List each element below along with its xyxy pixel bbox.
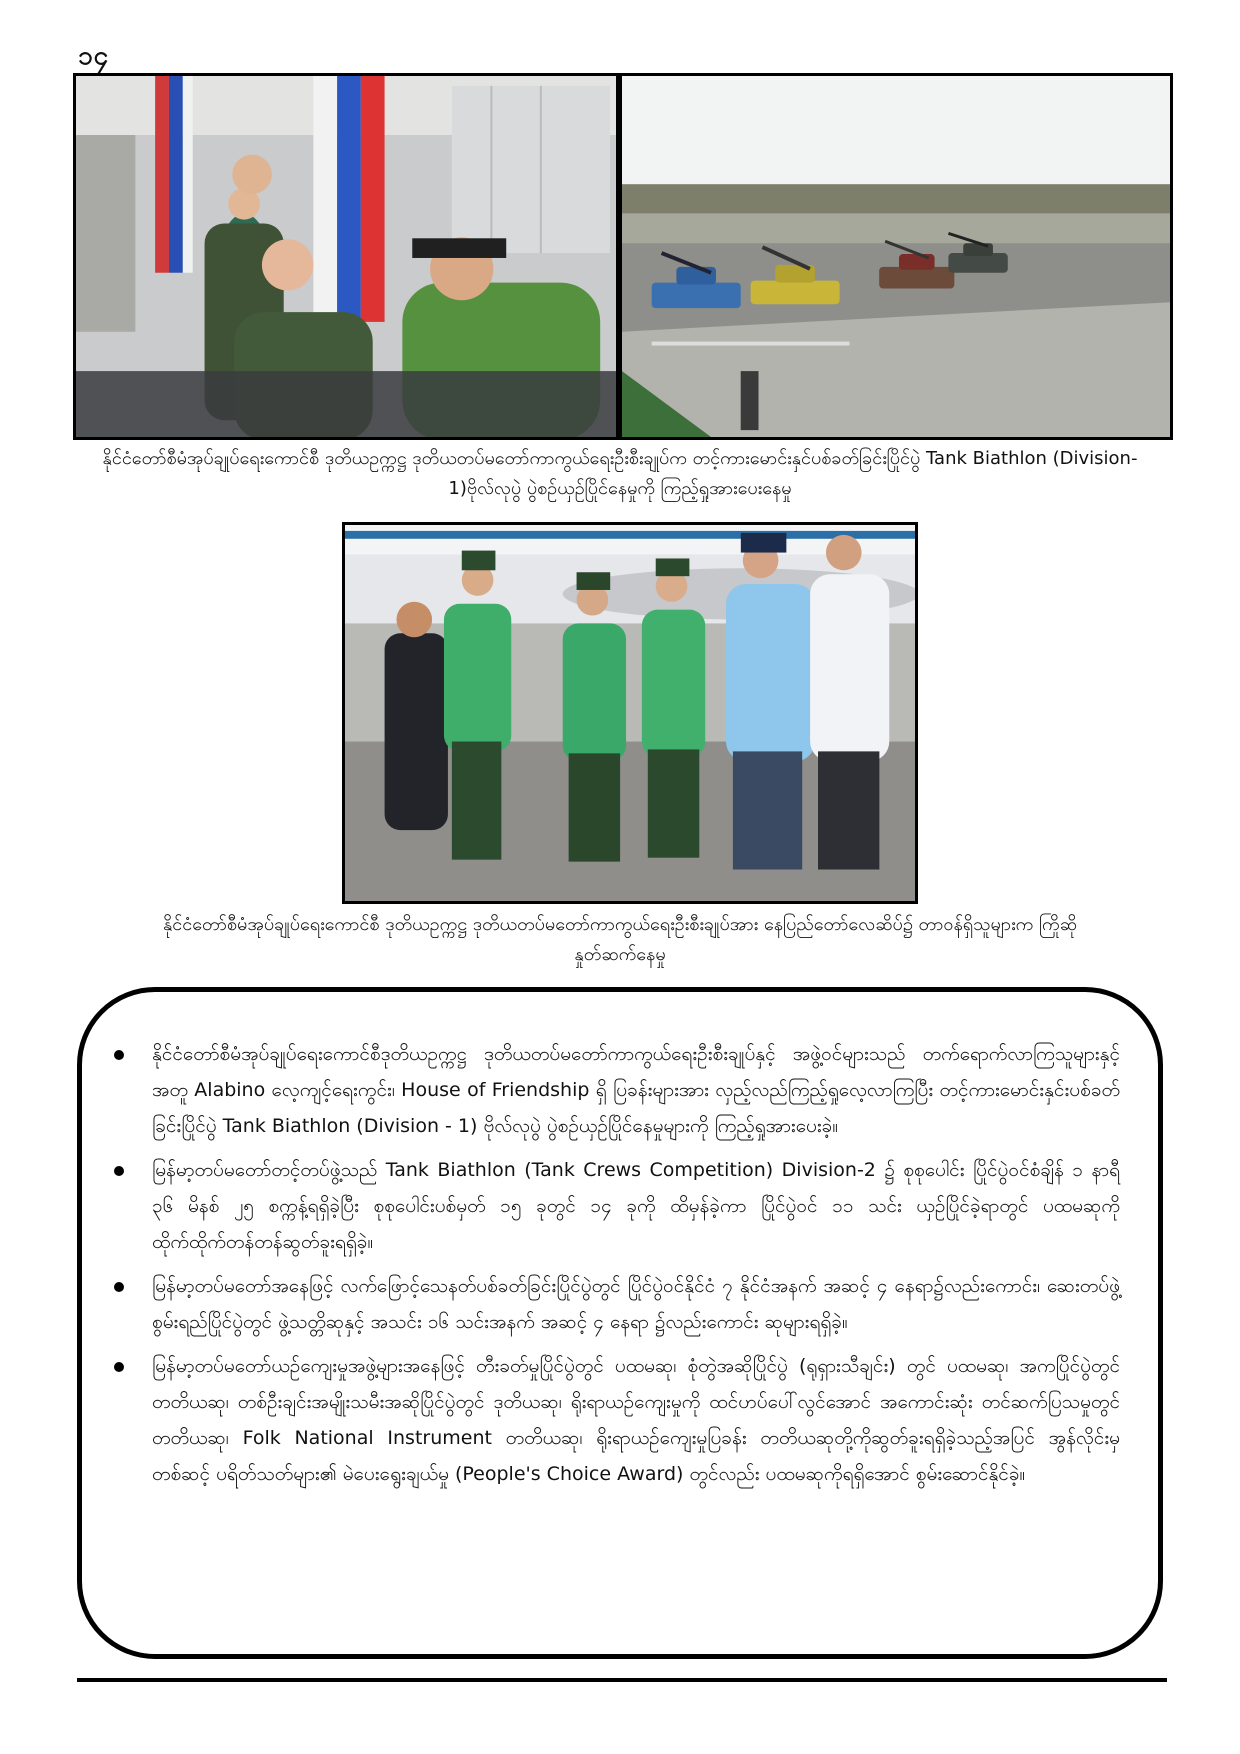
bullet-text: မြန်မာ့တပ်မတော်ယဉ်ကျေးမှုအဖွဲ့များအနေဖြင့် တီးခတ်မှုပြိုင်ပွဲတွင် ပထမဆု၊ စုံတွဲအဆိုပြိုင်ပွဲ (ရုရှားသီချင်း) တွင် ပထမဆု၊ အကပြိုင်ပွဲတွင် တတိယဆု၊ တစ်ဦးချင်းအမျိုးသမီးအဆိုပြိုင်ပွဲတွင် ဒုတိယဆု၊ ရိုးရာယဉ်ကျေးမှုကို ထင်ဟပ်ပေါ်လွင်အောင် အကောင်းဆုံး တင်ဆက်ပြသမှုတွင် တတိယဆု၊ Folk National Instrument တတိယဆု၊ ရိုးရာယဉ်ကျေးမှုပြခန်း တတိယဆုတို့ကိုဆွတ်ခူးရရှိခဲ့သည့်အပြင် အွန်လိုင်းမှတစ်ဆင့် ပရိတ်သတ်များ၏ မဲပေးရွေးချယ်မှု (People's Choice Award) တွင်လည်း ပထမဆုကိုရရှိအောင် စွမ်းဆောင်နိုင်ခဲ့။ [152, 1355, 1120, 1485]
meeting-photo [73, 73, 619, 440]
bullet-dot-icon [114, 1050, 124, 1060]
bullet-text: နိုင်ငံတော်စီမံအုပ်ချုပ်ရေးကောင်စီဒုတိယဥက္ကဋ္ဌ ဒုတိယတပ်မတော်ကာကွယ်ရေးဦးစီးချုပ်နှင့် အဖွဲ့ဝင်များသည် တက်ရောက်လာကြသူများနှင့်အတူ Alabino လေ့ကျင့်ရေးကွင်း၊ House of Friendship ရှိ ပြခန်းများအား လှည့်လည်ကြည့်ရှုလေ့လာကြပြီး တင့်ကားမောင်းနှင်းပစ်ခတ်ခြင်းပြိုင်ပွဲ Tank Biathlon (Division - 1) ဗိုလ်လုပွဲ ပွဲစဉ်ယှဉ်ပြိုင်နေမှုများကို ကြည့်ရှုအားပေးခဲ့။ [152, 1043, 1120, 1137]
bullet-dot-icon [114, 1166, 124, 1176]
tank-photo [619, 73, 1173, 440]
bullet-dot-icon [114, 1362, 124, 1372]
footer-divider [77, 1678, 1167, 1682]
summary-bullet [152, 1268, 1120, 1340]
caption-middle: နိုင်ငံတော်စီမံအုပ်ချုပ်ရေးကောင်စီ ဒုတိယဥက္ကဋ္ဌ ဒုတိယတပ်မတော်ကာကွယ်ရေးဦးစီးချုပ်အား နေပြည်တော်လေဆိပ်၌ တာဝန်ရှိသူများက ကြိုဆိုနှုတ်ဆက်နေမှု [162, 914, 1078, 965]
summary-bullet-list [152, 1036, 1120, 1500]
bullet-dot-icon [114, 1282, 124, 1292]
summary-bullet [152, 1348, 1120, 1492]
airport-photo [342, 522, 918, 904]
caption-top: နိုင်ငံတော်စီမံအုပ်ချုပ်ရေးကောင်စီ ဒုတိယဥက္ကဋ္ဌ ဒုတိယတပ်မတော်ကာကွယ်ရေးဦးစီးချုပ်က တင့်ကားမောင်းနှင်ပစ်ခတ်ခြင်းပြိုင်ပွဲ Tank Biathlon (Division-1)ဗိုလ်လုပွဲ ပွဲစဉ်ယှဉ်ပြိုင်နေမှုကို ကြည့်ရှုအားပေးနေမှု [102, 448, 1138, 499]
page-number: ၁၄ [78, 41, 110, 71]
bullet-text: မြန်မာ့တပ်မတော်အနေဖြင့် လက်ဖြောင့်သေနတ်ပစ်ခတ်ခြင်းပြိုင်ပွဲတွင် ပြိုင်ပွဲဝင်နိုင်ငံ ၇ နိုင်ငံအနက် အဆင့် ၄ နေရာ၌လည်းကောင်း၊ ဆေးတပ်ဖွဲ့စွမ်းရည်ပြိုင်ပွဲတွင် ဖွဲ့သတ္တိဆုနှင့် အသင်း ၁၆ သင်းအနက် အဆင့် ၄ နေရာ ၌လည်းကောင်း ဆုများရရှိခဲ့။ [152, 1275, 1120, 1333]
summary-bullet [152, 1036, 1120, 1144]
bullet-text: မြန်မာ့တပ်မတော်တင့်တပ်ဖွဲ့သည် Tank Biathlon (Tank Crews Competition) Division-2 ၌ စုစုပေါင်း ပြိုင်ပွဲဝင်စံချိန် ၁ နာရီ ၃၆ မိနစ် ၂၅ စက္ကန့်ရရှိခဲ့ပြီး စုစုပေါင်းပစ်မှတ် ၁၅ ခုတွင် ၁၄ ခုကို ထိမှန်ခဲ့ကာ ပြိုင်ပွဲဝင် ၁၁ သင်း ယှဉ်ပြိုင်ခဲ့ရာတွင် ပထမဆုကို ထိုက်ထိုက်တန်တန်ဆွတ်ခူးရရှိခဲ့။ [152, 1159, 1120, 1253]
summary-bullet [152, 1152, 1120, 1260]
